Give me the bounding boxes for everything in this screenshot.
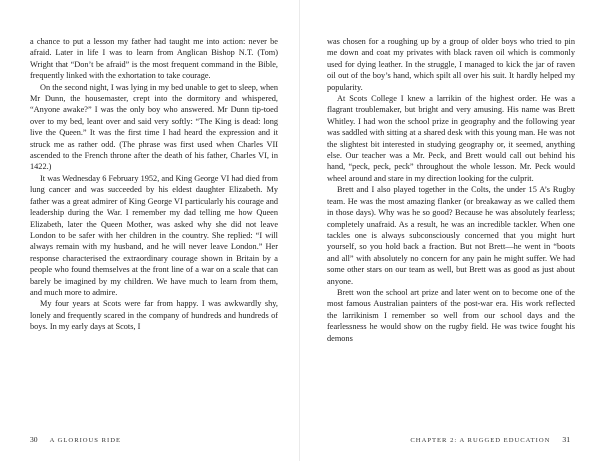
right-page — [327, 36, 575, 344]
right-paragraph-2: At Scots College I knew a larrikin of the highest order. He was a flagrant troublemaker, but bright and very amusing. His name was Brett Whitley. I had won the school prize in geography and the following year was saddled with sitting at a shared desk with this young man. He was not the slightest bit interested in studying geography or, it seemed, anything else. Our teacher was a Mr. Peck, and Brett would call out behind his hand, “peck, peck, peck” throughout the whole lesson. Mr. Peck would wheel around and stare in my direction looking for the culprit. — [327, 94, 575, 183]
book-gutter — [299, 0, 300, 461]
left-running-head: A GLORIOUS RIDE — [49, 437, 122, 444]
right-page-number: 31 — [562, 435, 570, 444]
left-page — [30, 36, 278, 333]
left-page-footer — [30, 435, 121, 444]
left-page-number: 30 — [30, 435, 38, 444]
right-running-head: CHAPTER 2: A RUGGED EDUCATION — [410, 437, 551, 444]
right-page-footer — [410, 435, 570, 444]
left-paragraph-1: a chance to put a lesson my father had taught me into action: never be afraid. Later in life I was to learn from Anglican Bishop N.T. (Tom) Wright that “Don’t be afraid” is the most frequent command in the Bible, frequently linked with the exhortation to take courage. — [30, 37, 278, 81]
right-paragraph-1: was chosen for a roughing up by a group of older boys who tried to pin me down and coat my privates with black raven oil which is commonly used for dying leather. In the struggle, I managed to kick the jar of raven oil out of the boy’s hand, which spilt all over his suit. It hardly helped my popularity. — [327, 37, 575, 92]
right-paragraph-3: Brett and I also played together in the Colts, the under 15 A’s Rugby team. He was the most amazing flanker (or breakaway as we called them in those days). Why was he so good? Because he was absolutely fearless; completely unafraid. As a result, he was an incredible tackler. When one tackles one is always subconsciously concerned that you might hurt yourself, so you hold back a fraction. But not Brett—he went in “boots and all” with absolutely no concern for any pain he might suffer. We had some other stars on our team as well, but Brett was as good as just about anyone. — [327, 185, 575, 286]
left-paragraph-4: My four years at Scots were far from happy. I was awkwardly shy, lonely and frequently scared in the company of hundreds and hundreds of boys. In my early days at Scots, I — [30, 299, 278, 332]
right-paragraph-4: Brett won the school art prize and later went on to become one of the most famous Australian painters of the post-war era. His work reflected the larrikinism I remember so well from our school days and the fearlessness he would show on the rugby field. He was twice fought his demons — [327, 287, 575, 343]
left-paragraph-3: It was Wednesday 6 February 1952, and King George VI had died from lung cancer and was succeeded by his eldest daughter Elizabeth. My father was a great admirer of King George VI particularly his courage and leadership during the War. I remember my dad telling me how Queen Elizabeth, later the Queen Mother, was asked why she did not leave London to be safer with her children in the country. She replied: “I will always remain with my husband, and he will never leave London.” Her response characterised the extraordinary courage shown in Britain by a people who found themselves at the front line of a war on a scale that can barely be imagined by my children. We have much to learn from them, and much more to admire. — [30, 173, 278, 297]
left-paragraph-2: On the second night, I was lying in my bed unable to get to sleep, when Mr Dunn, the housemaster, crept into the dormitory and whispered, “Anyone awake?” I was the only boy who answered. Mr Dunn tip-toed over to my bed, leant over and said very softly: “The King is dead: long live the Queen.” It was the first time I had heard the expression and it struck me as rather odd. (The phrase was first used when Charles VII ascended to the French throne after the death of his father, Charles VI, in 1422.) — [30, 82, 278, 172]
